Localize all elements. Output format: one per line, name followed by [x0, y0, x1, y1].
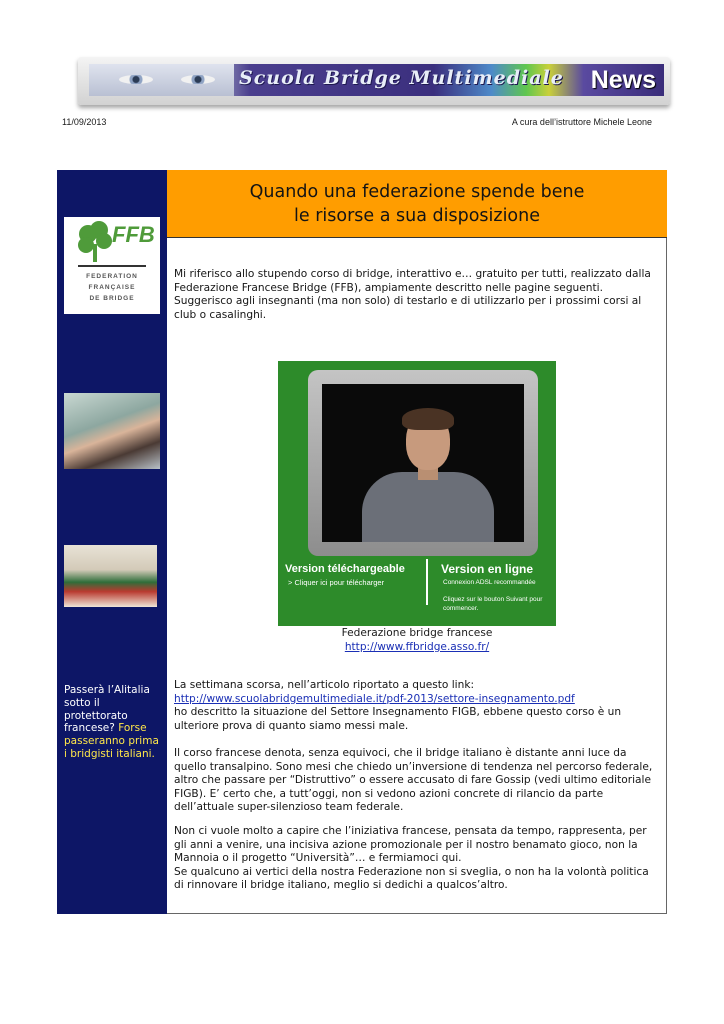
ffb-logo-line2: FRANÇAISE — [88, 284, 136, 291]
previous-article-link[interactable]: http://www.scuolabridgemultimediale.it/pdf-2013/settore-insegnamento.pdf — [174, 692, 575, 705]
online-version-connection: Connexion ADSL recommandée — [443, 579, 536, 586]
sidebar-note — [64, 684, 164, 761]
family-photo — [64, 393, 160, 469]
sidebar-note-question: Passerà l’Alitalia sotto il protettorato francese? — [64, 684, 150, 735]
previous-article-lead: La settimana scorsa, nell’articolo riportato a questo link: — [174, 679, 475, 691]
classroom-photo — [64, 545, 157, 607]
article-title-line2: le risorse a sua disposizione — [294, 205, 540, 226]
conclusion-part1: Non ci vuole molto a capire che l’iniziativa francese, pensata da tempo, rappresenta, per gli anni a venire, una incisiva azione promozionale per il nostro benamato gioco, non la Mannoia o il progetto “Università”… e fermiamoci qui. — [174, 825, 647, 865]
video-divider — [426, 559, 428, 605]
ffb-logo-line3: DE BRIDGE — [89, 295, 135, 302]
video-caption-link-wrap — [278, 641, 556, 655]
presenter-shirt — [362, 472, 494, 542]
tree-icon — [74, 220, 114, 264]
eye-right-icon — [181, 75, 215, 84]
course-video-preview[interactable] — [278, 361, 556, 626]
online-version-instructions: Cliquez sur le bouton Suivant pour commencer. — [443, 596, 543, 612]
issue-date: 11/09/2013 — [62, 117, 107, 127]
curator-credit: A cura dell’istruttore Michele Leone — [511, 117, 652, 127]
ffb-logo-mark: FFB — [112, 222, 155, 247]
banner-title: Scuola Bridge Multimediale — [239, 67, 564, 89]
download-version-link[interactable]: > Cliquer ici pour télécharger — [288, 578, 385, 587]
previous-article-rest: ho descritto la situazione del Settore Insegnamento FIGB, ebbene questo corso è un ulteriore prova di quanto siamo messi male. — [174, 706, 622, 732]
presenter-hair — [402, 408, 454, 430]
download-version-label[interactable]: Version téléchargeable — [285, 563, 405, 575]
conclusion-paragraph — [174, 825, 658, 893]
conclusion-part2: Se qualcuno ai vertici della nostra Federazione non si sveglia, o non ha la volontà politica di rinnovare il bridge italiano, meglio si dedichi a qualcos’altro. — [174, 865, 649, 892]
banner-news-badge: News — [590, 66, 656, 94]
article-title — [250, 180, 585, 228]
eyes-image — [89, 64, 234, 96]
header-banner — [89, 64, 664, 96]
eye-left-icon — [119, 75, 153, 84]
comparison-paragraph: Il corso francese denota, senza equivoci, che il bridge italiano è distante anni luce da quello transalpino. Sono mesi che chiedo un’inversione di tendenza nel percorso federale, altro che passare per “Distruttivo” o essere accusato di fare Gossip (vedi ultimo editoriale FIGB). E’ certo che, a tutt’oggi, non si vedono azioni concrete di rilancio da parte dell’attuale super-silenzioso team federale. — [174, 747, 653, 814]
video-screen — [322, 384, 524, 542]
online-version-label[interactable]: Version en ligne — [441, 562, 534, 576]
previous-article-paragraph — [174, 679, 658, 733]
intro-paragraph: Mi riferisco allo stupendo corso di bridge, interattivo e… gratuito per tutti, realizzato dalla Federazione Francese Bridge (FFB), ampiamente descritto nelle pagine seguenti. Suggerisco agli insegnanti (ma non solo) di testarlo e di utilizzarlo per i prossimi corsi al club o casalinghi. — [174, 268, 651, 321]
video-caption: Federazione bridge francese — [341, 627, 493, 639]
sidebar-note-answer: Forse passeranno prima i bridgisti italiani. — [64, 722, 159, 760]
article-title-box — [167, 170, 667, 238]
ffb-website-link[interactable]: http://www.ffbridge.asso.fr/ — [344, 641, 490, 653]
ffb-logo — [64, 217, 160, 314]
video-frame — [308, 370, 538, 556]
ffb-logo-rule — [78, 265, 146, 267]
ffb-logo-line1: FEDERATION — [86, 273, 138, 280]
article-title-line1: Quando una federazione spende bene — [249, 181, 585, 202]
